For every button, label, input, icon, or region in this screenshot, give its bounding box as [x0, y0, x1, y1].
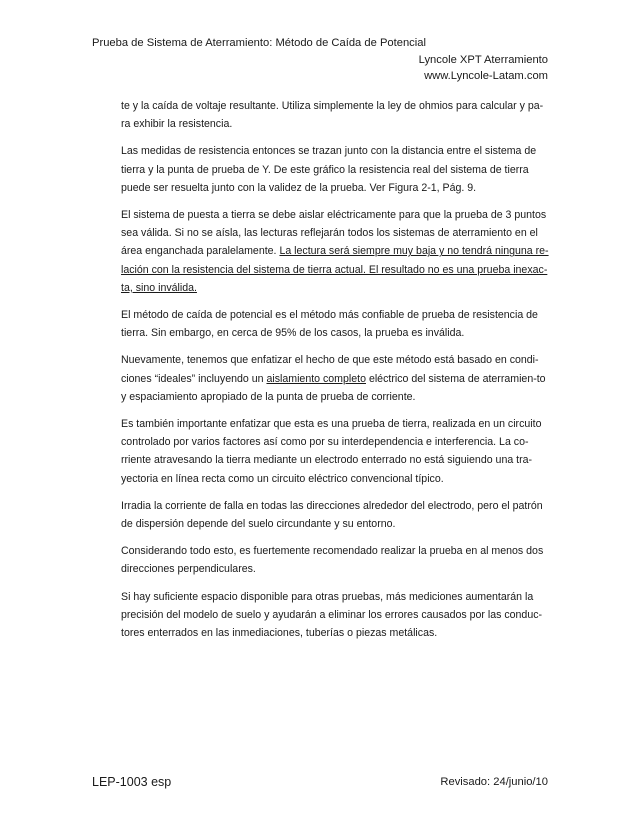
paragraph-2: Las medidas de resistencia entonces se trazan junto con la distancia entre el sistema de tierra y la punta de prueba de Y. De este gráfico la resistencia real del sistema de tierra puede ser resuelta junto con la validez de la prueba. Ver Figura 2-1, Pág. 9. — [121, 145, 537, 194]
body-text — [121, 97, 549, 651]
paragraph-3-underlined: La lectura será siempre muy baja y no tendrá ninguna re-lación con la resistencia del sistema de tierra actual. El resultado no es una prueba inexac-ta, sino inválida. — [121, 245, 549, 294]
footer-doc-id: LEP-1003 esp — [92, 775, 172, 789]
footer-revision: Revisado: 24/junio/10 — [440, 776, 548, 788]
paragraph-5-text-c: eléctrico del sistema de aterramien-to y espaciamiento apropiado de la punta de prueba de corriente. — [121, 372, 546, 403]
header-title: Prueba de Sistema de Aterramiento: Método de Caída de Potencial — [92, 37, 426, 49]
header-company: Lyncole XPT Aterramiento — [418, 54, 548, 66]
paragraph-5-text-a: Nuevamente, tenemos que enfatizar el hecho de que este método está basado en condi-ciones “ideales” incluyendo un — [121, 354, 539, 385]
paragraph-5-underlined: aislamiento completo — [266, 372, 366, 385]
header-company-block — [419, 52, 548, 84]
paragraph-3-text: El sistema de puesta a tierra se debe aislar eléctricamente para que la prueba de 3 puntos sea válida. Si no se aísla, las lecturas reflejarán todos los sistemas de aterramiento en el área enganchada paralelamente. — [121, 209, 547, 258]
paragraph-6: Es también importante enfatizar que esta es una prueba de tierra, realizada en un circuito controlado por varios factores así como por su interdependencia e interferencia. La co-rriente atravesando la tierra mediante un electrodo enterrado no está siguiendo una tra-yectoria en línea recta como un circuito eléctrico convencional típico. — [121, 418, 542, 485]
paragraph-7: Irradia la corriente de falla en todas las direcciones alrededor del electrodo, pero el patrón de dispersión depende del suelo circundante y su entorno. — [121, 499, 543, 531]
paragraph-1: te y la caída de voltaje resultante. Utiliza simplemente la ley de ohmios para calcular y pa-ra exhibir la resistencia. — [121, 100, 544, 131]
paragraph-4: El método de caída de potencial es el método más confiable de prueba de resistencia de tierra. Sin embargo, en cerca de 95% de los casos, la prueba es inválida. — [121, 309, 538, 340]
header-website: www.Lyncole-Latam.com — [424, 70, 548, 82]
paragraph-3 — [121, 206, 549, 297]
paragraph-9: Si hay suficiente espacio disponible para otras pruebas, más mediciones aumentarán la precisión del modelo de suelo y ayudarán a eliminar los errores causados por las conduc-tores enterrados en las inmediaciones, tuberías o piezas metálicas. — [121, 590, 543, 640]
paragraph-8: Considerando todo esto, es fuertemente recomendado realizar la prueba en al menos dos direcciones perpendiculares. — [121, 545, 544, 576]
paragraph-5 — [121, 351, 549, 406]
